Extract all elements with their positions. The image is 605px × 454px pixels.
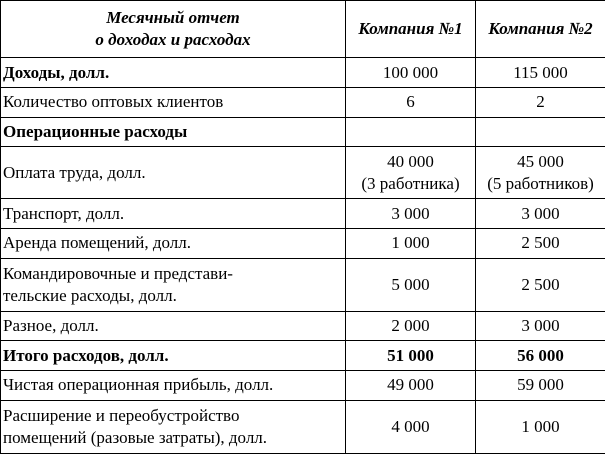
table-row-travel (1, 258, 605, 311)
table-row-expansion (1, 400, 605, 453)
row-label: Операционные расходы (1, 117, 346, 147)
cell-company1: 4 000 (346, 400, 476, 453)
row-label: Аренда помещений, долл. (1, 228, 346, 258)
table-row-total (1, 341, 605, 371)
table-row-operating-expenses (1, 117, 605, 147)
cell-value: 45 000 (517, 151, 564, 171)
cell-company1 (346, 117, 476, 147)
cell-company2: 2 500 (476, 258, 605, 311)
cell-company2 (476, 147, 605, 199)
cell-company2: 1 000 (476, 400, 605, 453)
row-label-line2: тельские расходы, долл. (3, 285, 177, 305)
report-title-line1: Месячный отчет (106, 8, 240, 28)
cell-company1: 1 000 (346, 228, 476, 258)
report-title (1, 1, 346, 58)
cell-company1: 51 000 (346, 341, 476, 371)
cell-company2: 115 000 (476, 58, 605, 88)
row-label (1, 400, 346, 453)
cell-note: (5 работников) (487, 173, 594, 193)
cell-company1: 49 000 (346, 371, 476, 401)
column-header-company1: Компания №1 (346, 1, 476, 58)
row-label (1, 258, 346, 311)
cell-company1: 5 000 (346, 258, 476, 311)
row-label-line1: Расширение и переобустройство (3, 405, 240, 425)
cell-company2 (476, 117, 605, 147)
row-label: Разное, долл. (1, 311, 346, 341)
cell-company1: 3 000 (346, 199, 476, 229)
cell-company2: 56 000 (476, 341, 605, 371)
row-label-line1: Командировочные и представи- (3, 263, 233, 283)
cell-company2: 59 000 (476, 371, 605, 401)
table-row-transport (1, 199, 605, 229)
cell-company1: 100 000 (346, 58, 476, 88)
row-label: Доходы, долл. (1, 58, 346, 88)
report-title-line2: о доходах и расходах (95, 30, 251, 50)
cell-company1: 6 (346, 87, 476, 117)
cell-company1: 2 000 (346, 311, 476, 341)
row-label: Чистая операционная прибыль, долл. (1, 371, 346, 401)
table-row-net-profit (1, 371, 605, 401)
cell-company2: 3 000 (476, 311, 605, 341)
table-row-income (1, 58, 605, 88)
cell-company1 (346, 147, 476, 199)
cell-value: 40 000 (387, 151, 434, 171)
table-row-wholesale-clients (1, 87, 605, 117)
row-label: Количество оптовых клиентов (1, 87, 346, 117)
row-label-line2: помещений (разовые затраты), долл. (3, 427, 268, 447)
table-header-row (1, 1, 605, 58)
column-header-company2: Компания №2 (476, 1, 605, 58)
cell-note: (3 работника) (361, 173, 460, 193)
row-label: Транспорт, долл. (1, 199, 346, 229)
table-row-labor (1, 147, 605, 199)
cell-company2: 2 (476, 87, 605, 117)
table-row-rent (1, 228, 605, 258)
row-label: Итого расходов, долл. (1, 341, 346, 371)
cell-company2: 3 000 (476, 199, 605, 229)
cell-company2: 2 500 (476, 228, 605, 258)
row-label: Оплата труда, долл. (1, 147, 346, 199)
table-row-misc (1, 311, 605, 341)
